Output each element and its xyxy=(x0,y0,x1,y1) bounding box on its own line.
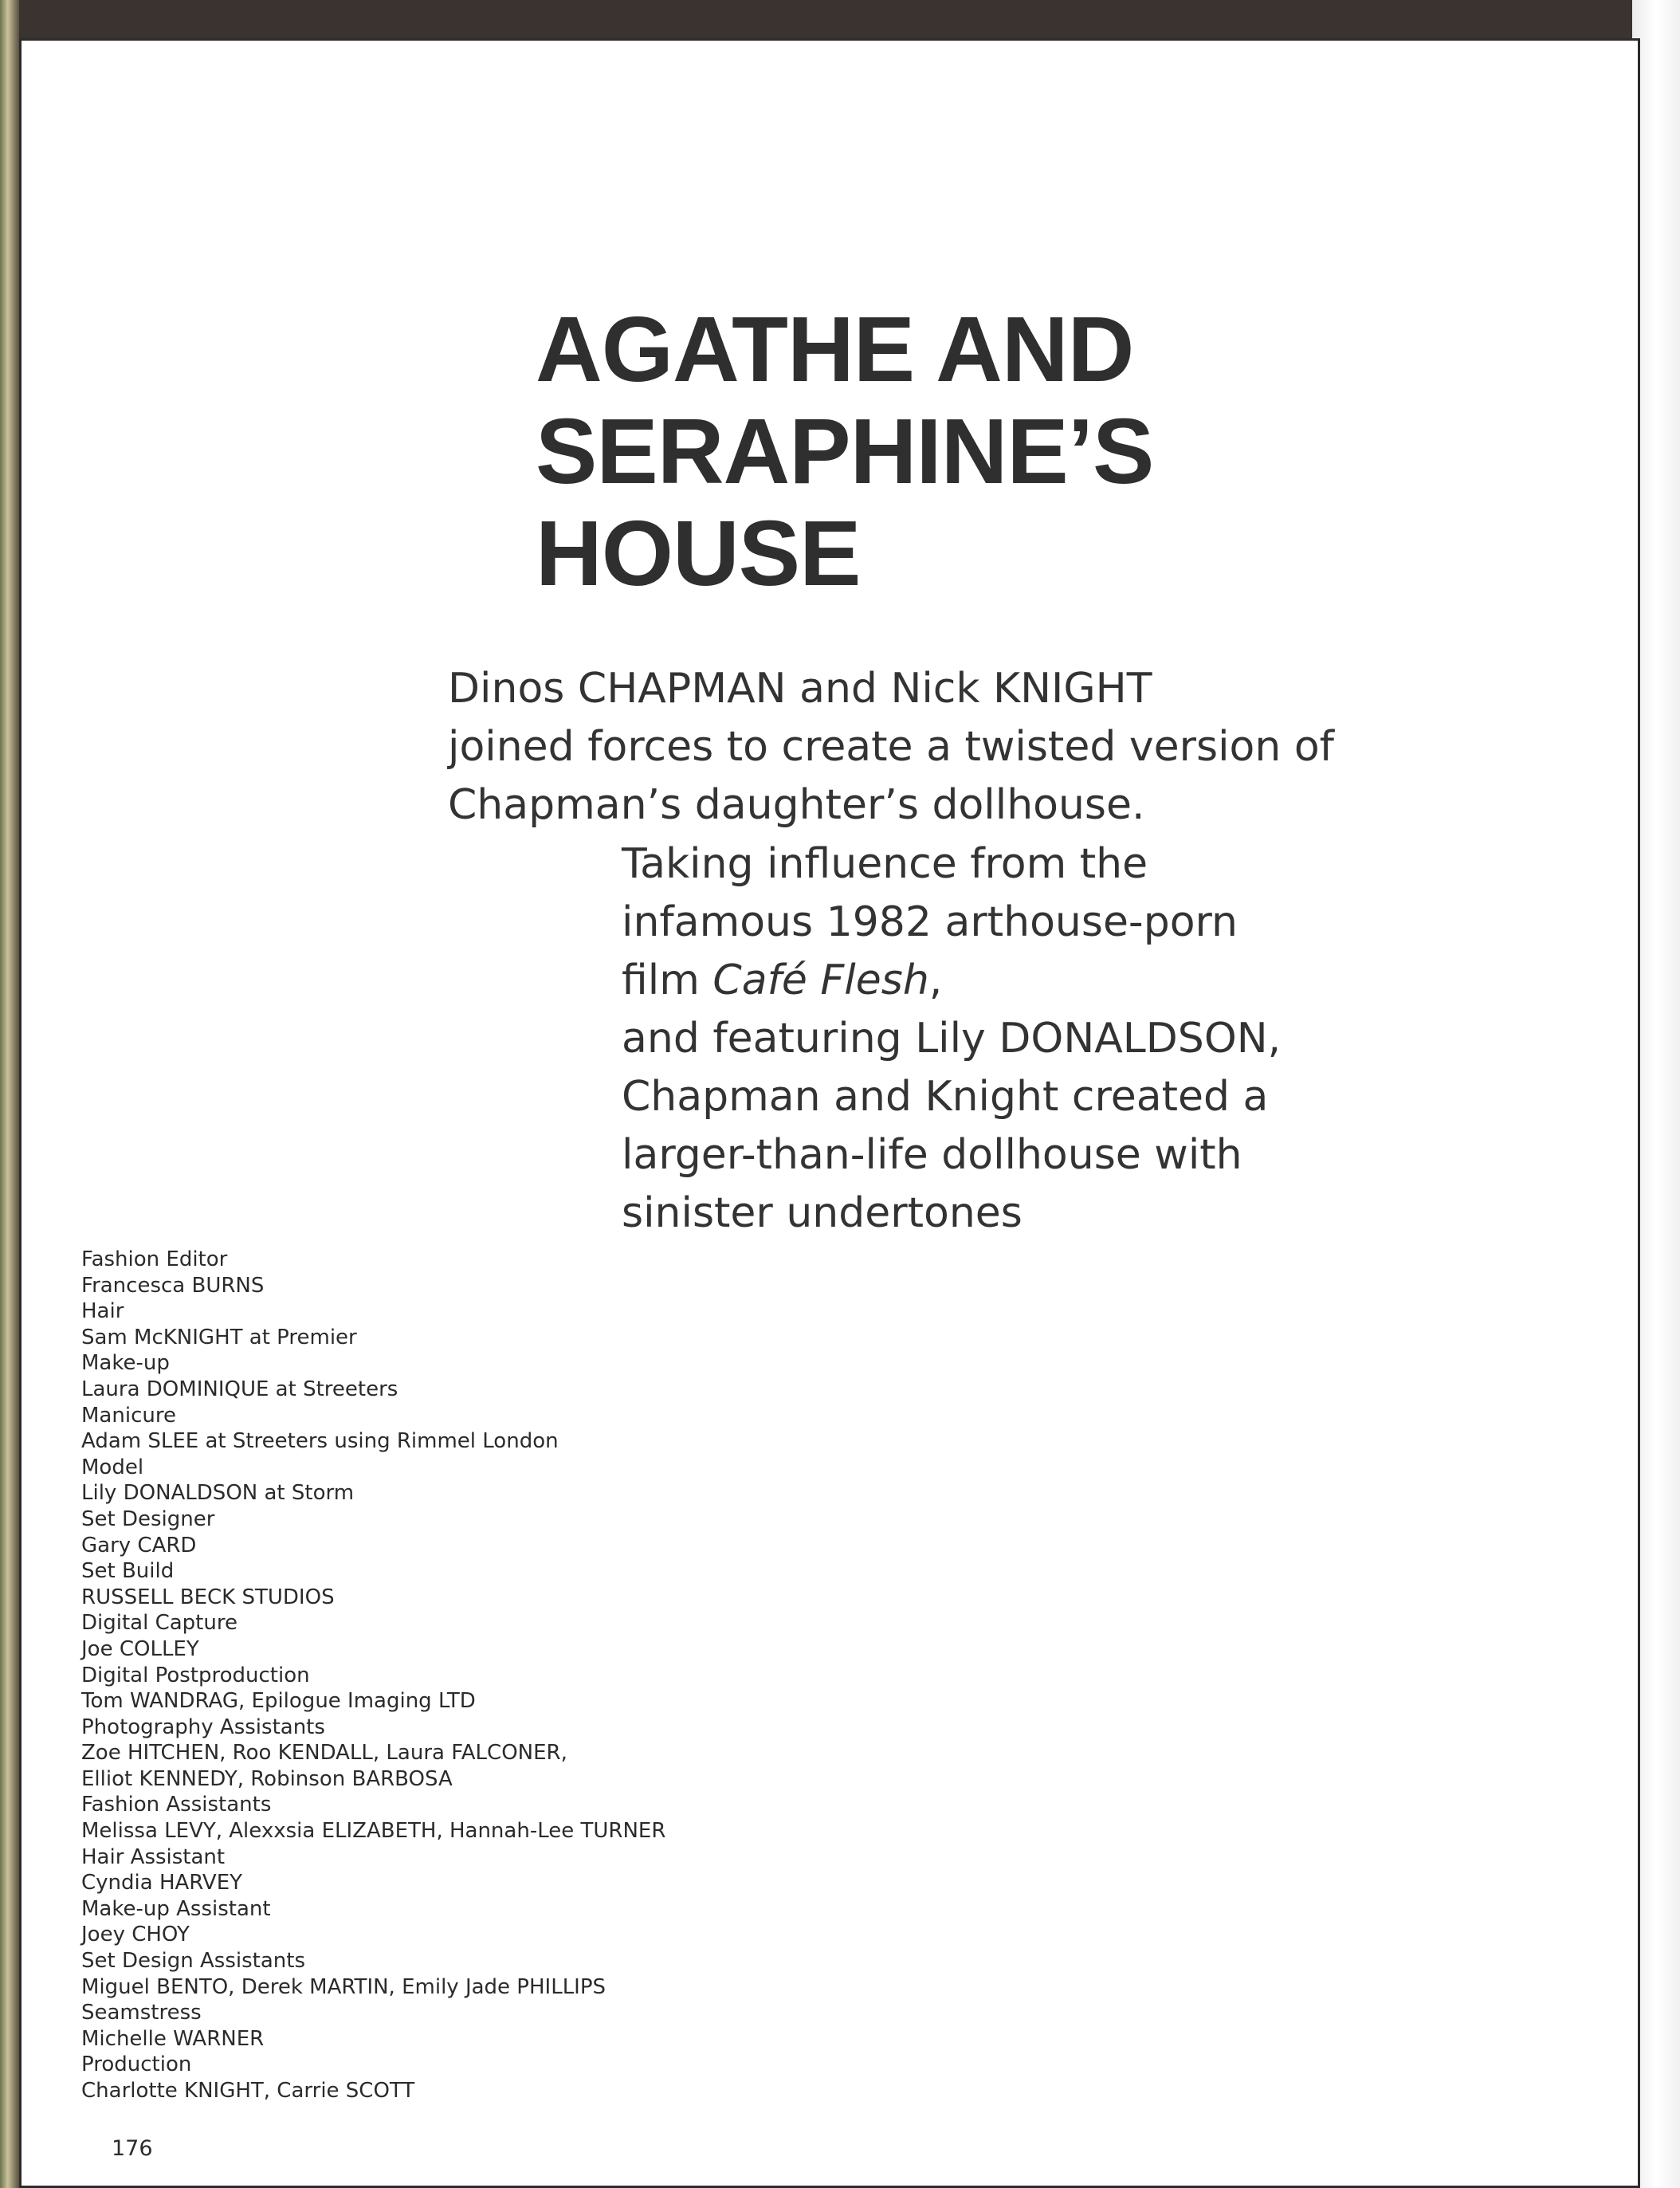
credit-role: Digital Postproduction xyxy=(81,1663,310,1687)
credit-name: Sam McKNIGHT at Premier xyxy=(81,1325,357,1349)
article-title xyxy=(536,298,1153,604)
intro-line: infamous 1982 arthouse-porn xyxy=(622,898,1238,946)
credit-role: Set Build xyxy=(81,1559,175,1584)
credit-name: Tom WANDRAG, Epilogue Imaging LTD xyxy=(81,1689,476,1714)
credit-role: Production xyxy=(81,2052,192,2077)
credit-name: Miguel BENTO, Derek MARTIN, Emily Jade PHILLIPS xyxy=(81,1974,606,1999)
credit-name: Francesca BURNS xyxy=(81,1273,265,1298)
credit-name: Charlotte KNIGHT, Carrie SCOTT xyxy=(81,2079,415,2103)
credit-role: Fashion Editor xyxy=(81,1247,228,1271)
credit-name: Laura DOMINIQUE at Streeters xyxy=(81,1377,398,1401)
intro-line: larger-than-life dollhouse with xyxy=(622,1131,1242,1179)
credit-role: Make-up xyxy=(81,1351,170,1376)
credit-role: Seamstress xyxy=(81,2001,202,2025)
credit-role: Set Design Assistants xyxy=(81,1949,305,1974)
intro-paragraph xyxy=(448,660,1334,835)
title-line: AGATHE AND xyxy=(536,297,1134,401)
intro-line: and featuring Lily DONALDSON, xyxy=(622,1015,1282,1063)
credit-name: Adam SLEE at Streeters using Rimmel London xyxy=(81,1429,559,1454)
credit-name: Joe COLLEY xyxy=(81,1636,199,1661)
credits-list xyxy=(81,1247,665,2104)
credit-role: Digital Capture xyxy=(81,1611,237,1636)
credit-name: Michelle WARNER xyxy=(81,2026,265,2051)
credit-name: Lily DONALDSON at Storm xyxy=(81,1481,355,1506)
magazine-page xyxy=(19,38,1640,2188)
credit-name: RUSSELL BECK STUDIOS xyxy=(81,1585,335,1609)
credit-role: Hair xyxy=(81,1299,124,1324)
credit-role: Set Designer xyxy=(81,1506,215,1531)
intro-line: Chapman’s daughter’s dollhouse. xyxy=(448,781,1145,829)
credit-name: Melissa LEVY, Alexxsia ELIZABETH, Hannah-Lee TURNER xyxy=(81,1819,666,1844)
credit-name: Gary CARD xyxy=(81,1533,197,1558)
intro-line xyxy=(622,952,1281,1010)
title-line: HOUSE xyxy=(536,501,861,605)
credit-name: Zoe HITCHEN, Roo KENDALL, Laura FALCONER, xyxy=(81,1741,567,1766)
credit-role: Photography Assistants xyxy=(81,1715,325,1739)
credit-name: Cyndia HARVEY xyxy=(81,1871,243,1895)
page-number: 176 xyxy=(112,2136,153,2161)
intro-line: Taking influence from the xyxy=(622,840,1148,888)
credit-role: Manicure xyxy=(81,1403,176,1428)
intro-text: film xyxy=(622,957,713,1004)
credit-name: Joey CHOY xyxy=(81,1923,190,1947)
credit-role: Hair Assistant xyxy=(81,1844,226,1869)
credit-name: Elliot KENNEDY, Robinson BARBOSA xyxy=(81,1766,453,1791)
intro-line: joined forces to create a twisted version of xyxy=(448,723,1334,771)
intro-line: Chapman and Knight created a xyxy=(622,1073,1269,1121)
title-line: SERAPHINE’S xyxy=(536,399,1154,503)
intro-paragraph-continued xyxy=(622,835,1281,1243)
intro-line: sinister undertones xyxy=(622,1189,1023,1237)
film-title: Café Flesh xyxy=(712,957,929,1004)
scan-left-edge xyxy=(0,0,19,2188)
credit-role: Make-up Assistant xyxy=(81,1896,271,1921)
intro-text: , xyxy=(928,957,943,1004)
credit-role: Model xyxy=(81,1455,144,1479)
credit-role: Fashion Assistants xyxy=(81,1793,272,1817)
intro-line: Dinos CHAPMAN and Nick KNIGHT xyxy=(448,665,1152,713)
